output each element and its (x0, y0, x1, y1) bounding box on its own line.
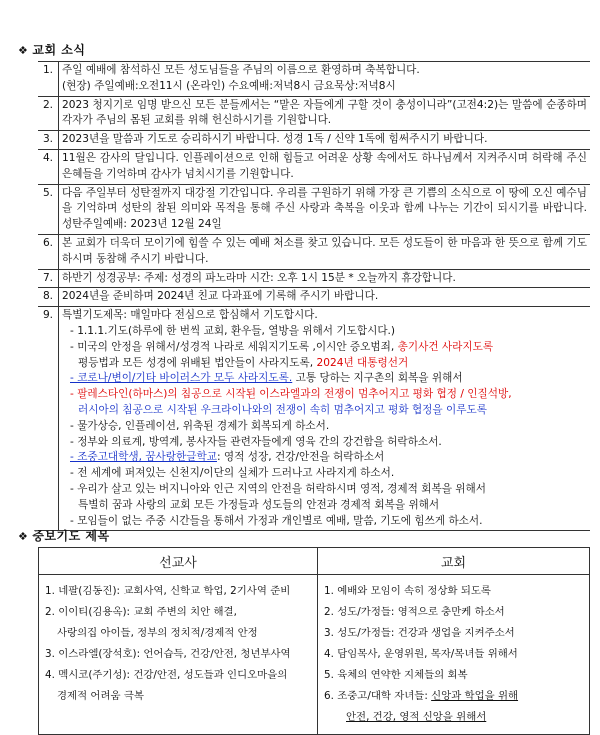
news-number: 2. (38, 96, 59, 131)
missionary-item-cont: 경제적 어려움 극복 (57, 690, 144, 702)
church-item: 6. 조중고/대학 자녀들: 신앙과 학업을 위해 (324, 690, 519, 702)
news-row-5 (38, 184, 590, 234)
prayer-table (38, 547, 590, 735)
prayer-item-cont: 러시아의 침공으로 시작된 우크라이나와의 전쟁이 속히 멈추어지고 평화 협정을 이루도록 (78, 403, 487, 416)
news-number: 4. (38, 149, 59, 184)
missionary-list (39, 575, 318, 735)
church-item: 2. 성도/가정들: 영적으로 충만케 하소서 (324, 606, 505, 618)
news-text (59, 288, 591, 307)
news-text (59, 269, 591, 288)
news-line: 다음 주일부터 성탄절까지 대강절 기간입니다. 우리를 구원하기 위해 가장 큰 기쁨의 소식으로 이 땅에 오신 예수님을 기억하며 성탄의 참된 의미와 목적을 통해 주신 사랑과 축복을 이웃과 함께 나누는 기간이 되시기를 바랍니다. 성탄주일예배: 2023년 12월 24일 (62, 186, 587, 231)
prayer-item: - 정부와 의료계, 방역계, 봉사자들 관련자들에게 영육 간의 강건함을 허락하소서. (70, 435, 442, 448)
diamond-bullet-icon: ❖ (18, 530, 29, 543)
news-text (59, 96, 591, 131)
news-line: 주일 예배에 참석하신 모든 성도님들을 주님의 이름으로 환영하며 축복합니다. (62, 64, 420, 76)
church-item: 5. 육체의 연약한 지체들의 회복 (324, 669, 468, 681)
prayer-item: - 모임들이 없는 주중 시간들을 통해서 가정과 개인별로 예배, 말씀, 기도에 힘쓰게 하소서. (70, 514, 483, 527)
church-header: 교회 (318, 548, 590, 575)
prayer-item-cont: 특별히 꿈과 사랑의 교회 모든 가정들과 성도들의 안전과 경제적 회복을 위해서 (78, 498, 440, 511)
prayer-item: - 물가상승, 인플레이션, 위축된 경제가 회복되게 하소서. (70, 419, 330, 432)
missionary-item: 1. 네팔(김동진): 교회사역, 신학교 학업, 2기사역 준비 (45, 585, 291, 597)
prayer-item: - 코로나/변이/기타 바이러스가 모두 사라지도록. 고통 당하는 지구촌의 회복을 위해서 (70, 372, 463, 385)
news-line: 2023년을 말씀과 기도로 승리하시기 바랍니다. 성경 1독 / 신약 1독에 힘써주시기 바랍니다. (62, 133, 488, 146)
news-number: 8. (38, 288, 59, 307)
news-line: 11월은 감사의 달입니다. 인플레이션으로 인해 힘들고 어려운 상황 속에서도 하나님께서 지켜주시며 허락해 주신 은혜들을 기억하며 감사가 넘치시기를 기원합니다. (62, 151, 587, 180)
news-number: 9. (38, 307, 59, 531)
news-line: (현장) 주일예배:오전11시 (온라인) 수요예배:저녁8시 금요묵상:저녁8시 (62, 79, 396, 92)
news-text (59, 184, 591, 234)
special-prayer-head: 특별기도제목: 매일마다 전심으로 합심해서 기도합시다. (62, 309, 318, 322)
missionary-item: 2. 이이티(김용옥): 교회 주변의 치안 해결, (45, 606, 237, 618)
prayer-item: - 전 세계에 퍼져있는 신천지/이단의 실체가 드러나고 사라지게 하소서. (70, 467, 395, 480)
news-row-9 (38, 307, 590, 531)
news-number: 6. (38, 234, 59, 269)
news-number: 3. (38, 131, 59, 150)
news-line: 2024년을 준비하며 2024년 친교 다과표에 기록해 주시기 바랍니다. (62, 290, 379, 303)
news-number: 7. (38, 269, 59, 288)
prayer-item: - 미국의 안정을 위해서/성경적 나라로 세워지기도록 ,이시안 증오범죄, 총기사건 사라지도록 (70, 340, 494, 353)
church-list (318, 575, 590, 735)
news-number: 5. (38, 184, 59, 234)
prayer-item-cont: 평등법과 모든 성경에 위배된 법안들이 사라지도록, 2024년 대통령선거 (78, 356, 409, 369)
church-item: 4. 담임목사, 운영위원, 목자/목녀들 위해서 (324, 648, 518, 660)
missionary-item-cont: 사랑의집 아이들, 정부의 정치적/경제적 안정 (57, 627, 258, 639)
news-row-3 (38, 131, 590, 150)
news-section-title: ❖ 교회 소식 (18, 43, 86, 57)
missionary-header: 선교사 (39, 548, 318, 575)
church-item-cont: 안전, 건강, 영적 신앙을 위해서 (346, 711, 487, 723)
news-text (59, 234, 591, 269)
news-text (59, 149, 591, 184)
prayer-section-title: ❖ 중보기도 제목 (18, 529, 110, 543)
news-row-4 (38, 149, 590, 184)
missionary-item: 4. 멕시코(주기성): 건강/안전, 성도들과 인디오마을의 (45, 669, 288, 681)
news-row-8 (38, 288, 590, 307)
news-row-1 (38, 62, 590, 97)
prayer-item: - 우리가 살고 있는 버지니아와 인근 지역의 안전을 허락하시며 영적, 경제적 회복을 위해서 (70, 482, 487, 495)
news-text (59, 131, 591, 150)
church-item: 3. 성도/가정들: 건강과 생업을 지켜주소서 (324, 627, 515, 639)
news-line: 본 교회가 더욱더 모이기에 힘쓸 수 있는 예배 처소를 찾고 있습니다. 모든 성도들이 한 마음과 한 뜻으로 함께 기도하시며 동참해 주시기 바랍니다. (62, 236, 587, 265)
news-text (59, 62, 591, 97)
news-table (38, 61, 590, 531)
news-line: 2023 청지기로 임명 받으신 모든 분들께서는 “맡은 자들에게 구할 것이 충성이니라”(고전4:2)는 말씀에 순종하며 각자가 주님의 몸된 교회를 위해 헌신하시기를 기원합니다. (62, 98, 587, 127)
church-item: 1. 예배와 모임이 속히 정상화 되도록 (324, 585, 491, 597)
prayer-item: - 팔레스타인(하마스)의 침공으로 시작된 이스라엘과의 전쟁이 멈추어지고 평화 협정 / 인질석방, (70, 388, 512, 401)
diamond-bullet-icon: ❖ (18, 44, 29, 57)
prayer-item: - 조중고대학생, 꿈사랑한글학교: 영적 성장, 건강/안전을 허락하소서 (70, 451, 385, 464)
news-number: 1. (38, 62, 59, 97)
news-row-7 (38, 269, 590, 288)
missionary-item: 3. 이스라엘(장석호): 언어습득, 건강/안전, 청년부사역 (45, 648, 291, 660)
prayer-item: - 1.1.1.기도(하루에 한 번씩 교회, 환우들, 열방을 위해서 기도합시다.) (70, 324, 396, 337)
news-row-2 (38, 96, 590, 131)
news-row-6 (38, 234, 590, 269)
special-prayer-list (59, 307, 591, 531)
news-line: 하반기 성경공부: 주제: 성경의 파노라마 시간: 오후 1시 15분 * 오늘까지 휴강합니다. (62, 271, 456, 284)
